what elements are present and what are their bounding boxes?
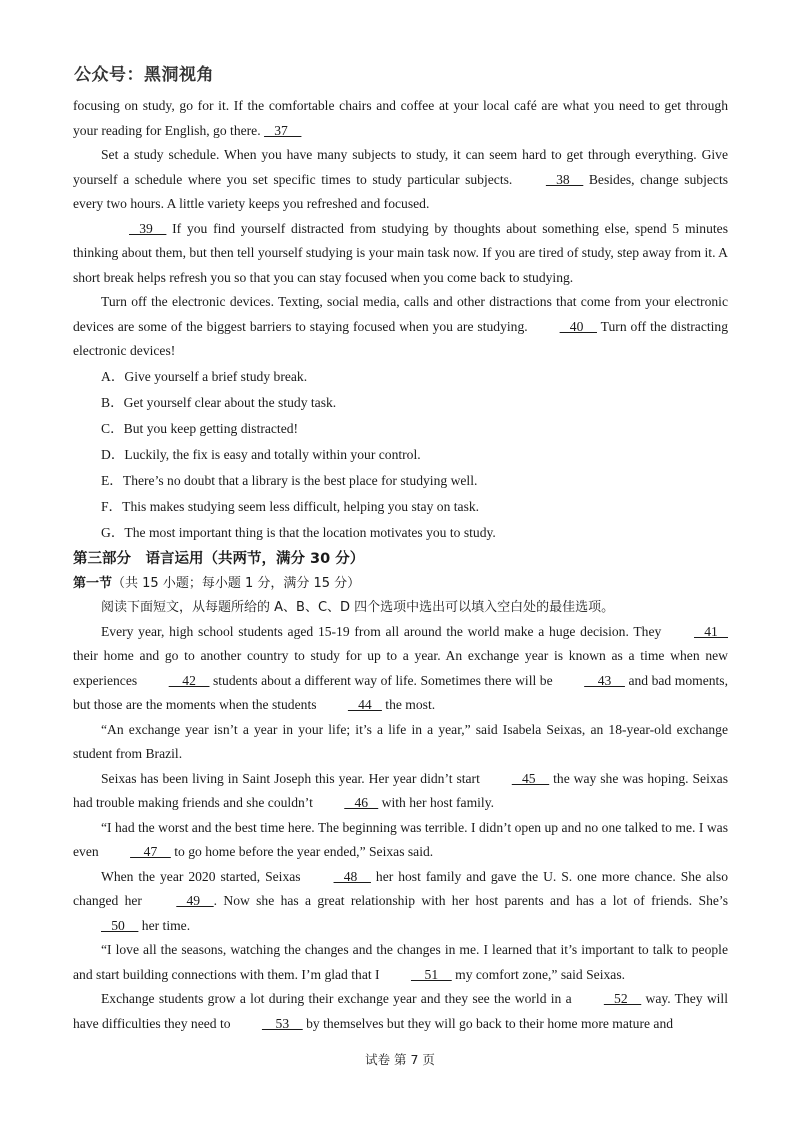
option-a: A．Give yourself a brief study break. bbox=[101, 368, 308, 384]
paragraph-schedule: Set a study schedule. When you have many subjects to study, it can seem hard to get through everything. Give yourself a schedule where you set specific times to study particular subjects. 38 Besides, change subjects every two hours. A little variety keeps you refreshed and focused. bbox=[73, 147, 729, 211]
option-b: B．Get yourself clear about the study task. bbox=[101, 394, 337, 410]
cloze-paragraph-1: Every year, high school students aged 15-19 from all around the world make a huge decision. They 41 their home and go to another country to study for up to a year. An exchange year is known as a time when new experiences 42 students about a different way of life. Sometimes there will be 43 and bad moments, but those are the moments when the students 44 the most. bbox=[73, 620, 728, 718]
blank-37: 37 bbox=[264, 122, 302, 138]
option-d: D．Luckily, the fix is easy and totally within your control. bbox=[101, 446, 421, 462]
blank-46: 46 bbox=[344, 795, 379, 810]
cloze-paragraph-3: Seixas has been living in Saint Joseph this year. Her year didn’t start 45 the way she was hoping. Seixas had trouble making friends and she couldn’t 46 with her host family. bbox=[73, 767, 728, 816]
option-g: G．The most important thing is that the location motivates you to study. bbox=[101, 524, 496, 540]
blank-40: 40 bbox=[559, 318, 597, 334]
blank-44: 44 bbox=[347, 697, 382, 712]
option-c: C．But you keep getting distracted! bbox=[101, 420, 299, 436]
cloze-paragraph-2: “An exchange year isn’t a year in your life; it’s a life in a year,” said Isabela Seixas, an 18-year-old exchange student from Brazil. bbox=[73, 721, 728, 761]
blank-51: 51 bbox=[410, 966, 452, 982]
blank-47: 47 bbox=[130, 844, 171, 859]
blank-43: 43 bbox=[584, 672, 625, 688]
option-list bbox=[73, 364, 728, 546]
blank-41: 41 bbox=[694, 623, 728, 639]
section-title: 第三部分 语言运用（共两节，满分 30 分） bbox=[73, 550, 365, 567]
cloze-paragraph-4: “I had the worst and the best time here. The beginning was terrible. I didn’t open up and no one talked to me. I was even 47 to go home before the year ended,” Seixas said. bbox=[73, 816, 728, 865]
blank-50: 50 bbox=[101, 917, 139, 933]
blank-48: 48 bbox=[333, 868, 371, 884]
option-f: F．This makes studying seem less difficult, helping you stay on task. bbox=[101, 498, 480, 514]
blank-42: 42 bbox=[168, 672, 210, 688]
page-footer: 试卷 第 7 页 bbox=[365, 1052, 435, 1067]
cloze-paragraph-6: “I love all the seasons, watching the changes and the changes in me. I learned that it’s important to talk to people and start building connections with them. I’m glad that I 51 my comfort zone,” said Seixas. bbox=[73, 938, 728, 987]
paragraph-distracted: 39 If you find yourself distracted from studying by thoughts about something else, spend 5 minutes thinking about them, but then tell yourself studying is your main task now. If you are tired of study, step away from it. A short break helps refresh you so that you can stay focused when you come back to studying. bbox=[73, 217, 728, 291]
cloze-paragraph-7: Exchange students grow a lot during their exchange year and they see the world in a 52 way. They will have difficulties they need to 53 by themselves but they will go back to their home more mature and bbox=[73, 987, 728, 1036]
instruction: 阅读下面短文，从每题所给的 A、B、C、D 四个选项中选出可以填入空白处的最佳选项。 bbox=[101, 599, 615, 615]
blank-53: 53 bbox=[261, 1015, 303, 1031]
blank-38: 38 bbox=[545, 171, 584, 187]
blank-45: 45 bbox=[511, 770, 550, 786]
cloze-paragraph-5: When the year 2020 started, Seixas 48 her host family and gave the U. S. one more chance. She also changed her 49 . Now she has a great relationship with her host parents and has a lot of friends. She’s 50 her time. bbox=[73, 865, 728, 939]
watermark: 公众号：黑洞视角 bbox=[74, 65, 214, 85]
blank-39: 39 bbox=[129, 220, 167, 236]
page-content bbox=[73, 94, 728, 1036]
blank-49: 49 bbox=[176, 893, 214, 908]
blank-52: 52 bbox=[603, 991, 642, 1006]
paragraph-continuation: focusing on study, go for it. If the comfortable chairs and coffee at your local café are what you need to get through your reading for English, go there. 37 bbox=[73, 94, 728, 143]
option-e: E．There’s no doubt that a library is the best place for studying well. bbox=[101, 472, 478, 488]
paragraph-devices: Turn off the electronic devices. Texting, social media, calls and other distractions that come from your electronic devices are some of the biggest barriers to staying focused when you are studying. 40 Turn off the distracting electronic devices! bbox=[73, 294, 729, 358]
subsection-title: 第一节（共 15 小题；每小题 1 分，满分 15 分） bbox=[73, 575, 361, 591]
